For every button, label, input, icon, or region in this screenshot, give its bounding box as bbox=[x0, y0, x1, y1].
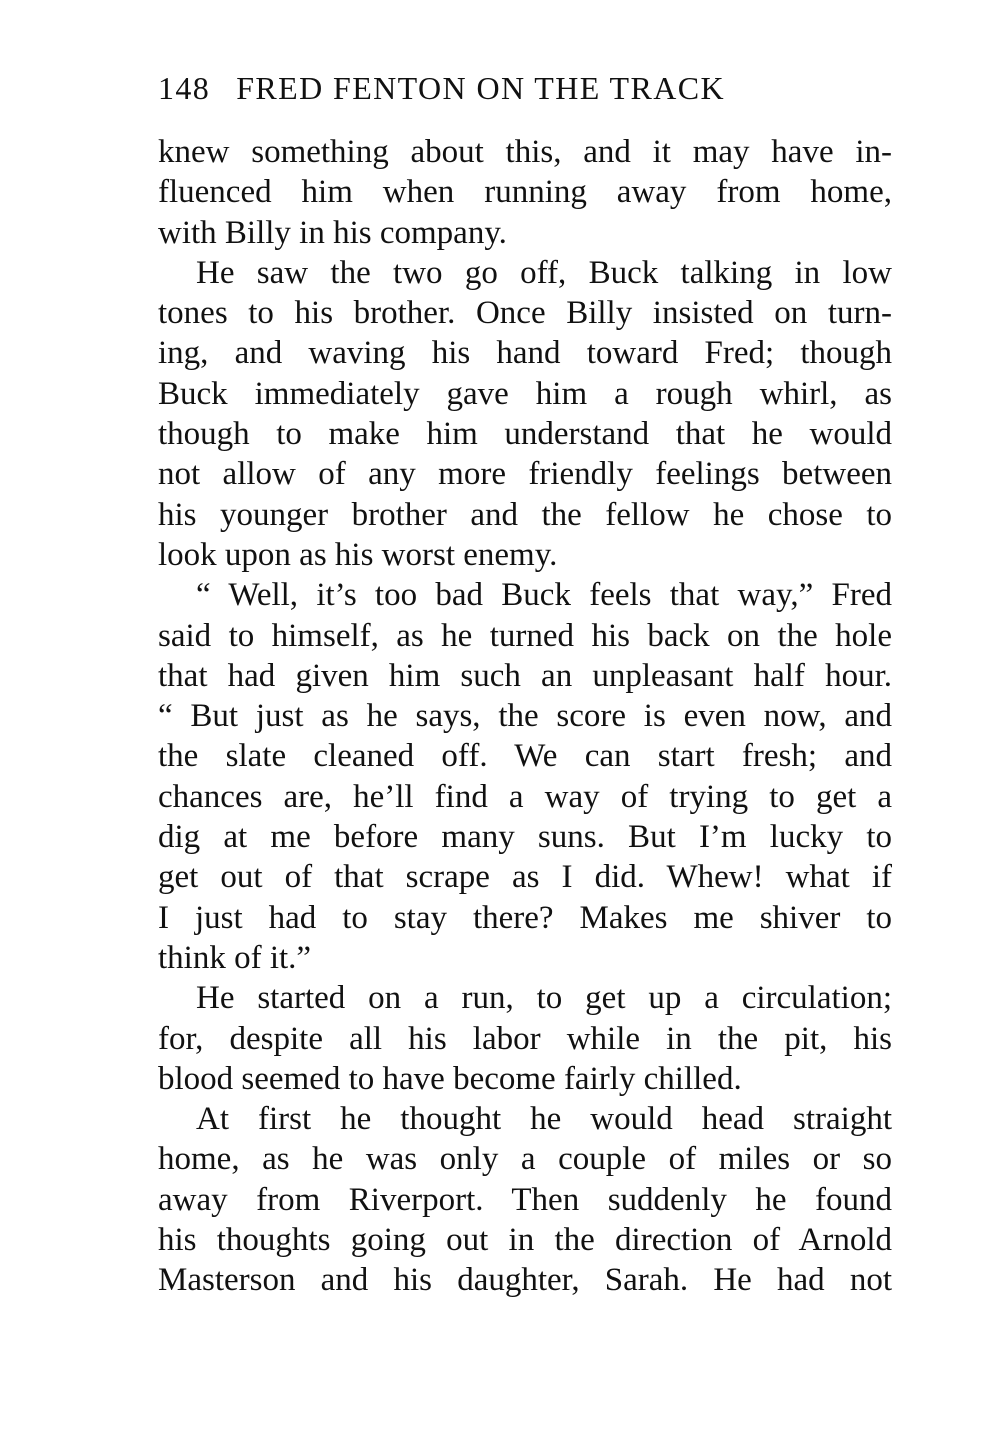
text-line: not allow of any more friendly feelings between bbox=[158, 456, 892, 493]
body-text bbox=[158, 132, 892, 1301]
running-header bbox=[158, 70, 892, 114]
text-line: “ But just as he says, the score is even now, and bbox=[158, 698, 892, 735]
text-line: ing, and waving his hand toward Fred; though bbox=[158, 335, 892, 372]
text-line: away from Riverport. Then suddenly he found bbox=[158, 1181, 892, 1218]
text-line: though to make him understand that he would bbox=[158, 416, 892, 453]
text-line: I just had to stay there? Makes me shiver to bbox=[158, 899, 892, 936]
text-line: his thoughts going out in the direction of Arnold bbox=[158, 1222, 892, 1259]
text-line: the slate cleaned off. We can start fresh; and bbox=[158, 738, 892, 775]
text-line: his younger brother and the fellow he chose to bbox=[158, 496, 892, 533]
text-line: for, despite all his labor while in the pit, his bbox=[158, 1020, 892, 1057]
page-number: 148 bbox=[158, 70, 211, 106]
text-line: said to himself, as he turned his back on the hole bbox=[158, 617, 892, 654]
text-line: Buck immediately gave him a rough whirl, as bbox=[158, 375, 892, 412]
text-line: with Billy in his company. bbox=[158, 214, 507, 251]
text-line: look upon as his worst enemy. bbox=[158, 536, 558, 573]
text-line: Masterson and his daughter, Sarah. He had not bbox=[158, 1262, 892, 1299]
text-line: home, as he was only a couple of miles or so bbox=[158, 1141, 892, 1178]
text-line: think of it.” bbox=[158, 939, 312, 976]
text-line: fluenced him when running away from home, bbox=[158, 174, 892, 211]
text-line: that had given him such an unpleasant half hour. bbox=[158, 657, 892, 694]
text-line: He started on a run, to get up a circulation; bbox=[196, 980, 892, 1017]
text-line: knew something about this, and it may have in- bbox=[158, 134, 892, 170]
running-title: FRED FENTON ON THE TRACK bbox=[236, 70, 725, 106]
text-line: At first he thought he would head straight bbox=[196, 1101, 892, 1138]
text-line: He saw the two go off, Buck talking in low bbox=[196, 254, 892, 291]
text-line: dig at me before many suns. But I’m lucky to bbox=[158, 819, 892, 856]
text-line: get out of that scrape as I did. Whew! what if bbox=[158, 859, 892, 896]
text-line: “ Well, it’s too bad Buck feels that way,” Fred bbox=[196, 577, 892, 614]
text-line: blood seemed to have become fairly chilled. bbox=[158, 1060, 742, 1097]
text-line: tones to his brother. Once Billy insisted on turn- bbox=[158, 295, 892, 332]
text-line: chances are, he’ll find a way of trying to get a bbox=[158, 778, 892, 815]
